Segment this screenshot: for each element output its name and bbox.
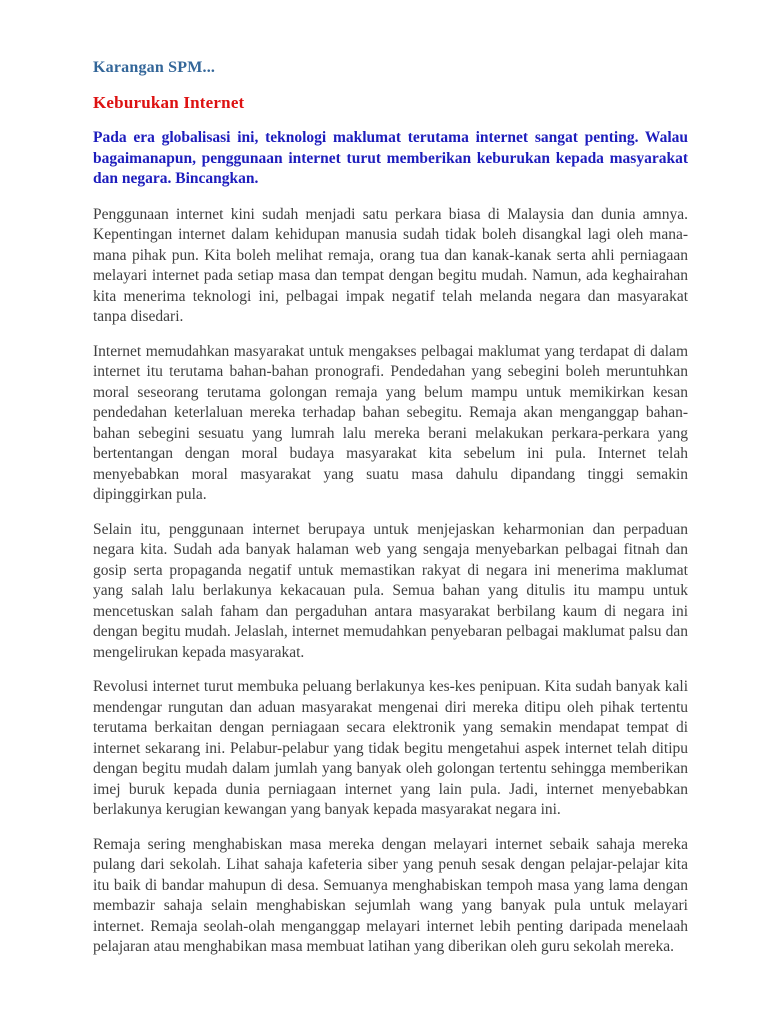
essay-prompt: Pada era globalisasi ini, teknologi maklumat terutama internet sangat penting. Walau bagaimanapun, penggunaan internet turut memberikan keburukan kepada masyarakat dan negara. Bincangkan.	[93, 129, 688, 187]
essay-paragraph-4: Revolusi internet turut membuka peluang berlakunya kes-kes penipuan. Kita sudah banyak kali mendengar rungutan dan aduan masyarakat mengenai diri mereka ditipu oleh pihak tertentu terutama berkaitan dengan perniagaan secara elektronik yang semakin mendapat tempat di internet sekarang ini. Pelabur-pelabur yang tidak begitu mengetahui aspek internet telah ditipu dengan begitu mudah dalam jumlah yang banyak oleh golongan tertentu sehingga memberikan imej buruk kepada dunia perniagaan internet yang lain pula. Jadi, internet menyebabkan berlakunya kerugian kewangan yang banyak kepada masyarakat negara ini.	[93, 678, 688, 818]
document-title: Karangan SPM...	[93, 59, 216, 76]
essay-paragraph-2: Internet memudahkan masyarakat untuk mengakses pelbagai maklumat yang terdapat di dalam internet itu terutama bahan-bahan pronografi. Pendedahan yang sebegini boleh meruntuhkan moral seseorang terutama golongan remaja yang belum mampu untuk memikirkan kesan pendedahan keterlaluan mereka terhadap bahan sebegitu. Remaja akan menganggap bahan-bahan sebegini sesuatu yang lumrah lalu mereka berani melakukan perkara-perkara yang bertentangan dengan moral budaya masyarakat kita sebelum ini pula. Internet telah menyebabkan moral masyarakat yang suatu masa dahulu dipandang tinggi semakin dipinggirkan pula.	[93, 342, 688, 503]
essay-paragraph-3: Selain itu, penggunaan internet berupaya untuk menjejaskan keharmonian dan perpaduan negara kita. Sudah ada banyak halaman web yang sengaja menyebarkan pelbagai fitnah dan gosip serta propaganda negatif untuk memastikan rakyat di negara ini menerima maklumat yang salah lalu berlakunya kekacauan pula. Semua bahan yang ditulis itu mampu untuk mencetuskan salah faham dan pergaduhan antara masyarakat berbilang kaum di negara ini dengan begitu mudah. Jelaslah, internet memudahkan penyebaran pelbagai maklumat palsu dan mengelirukan kepada masyarakat.	[93, 520, 688, 661]
essay-heading: Keburukan Internet	[93, 93, 245, 112]
essay-paragraph-5: Remaja sering menghabiskan masa mereka dengan melayari internet sebaik sahaja mereka pulang dari sekolah. Lihat sahaja kafeteria siber yang penuh sesak dengan pelajar-pelajar kita itu baik di bandar mahupun di desa. Semuanya menghabiskan tempoh masa yang lama dengan membazir sahaja selain menghabiskan sejumlah wang yang banyak pula untuk melayari internet. Remaja seolah-olah menganggap melayari internet lebih penting daripada menelaah pelajaran atau menghabikan masa membuat latihan yang diberikan oleh guru sekolah mereka.	[93, 835, 688, 955]
essay-paragraph-1: Penggunaan internet kini sudah menjadi satu perkara biasa di Malaysia dan dunia amnya. Kepentingan internet dalam kehidupan manusia sudah tidak boleh disangkal lagi oleh mana-mana pihak pun. Kita boleh melihat remaja, orang tua dan kanak-kanak serta ahli perniagaan melayari internet pada setiap masa dan tempat dengan begitu mudah. Namun, ada keghairahan kita menerima teknologi ini, pelbagai impak negatif telah melanda negara dan masyarakat tanpa disedari.	[93, 205, 688, 325]
